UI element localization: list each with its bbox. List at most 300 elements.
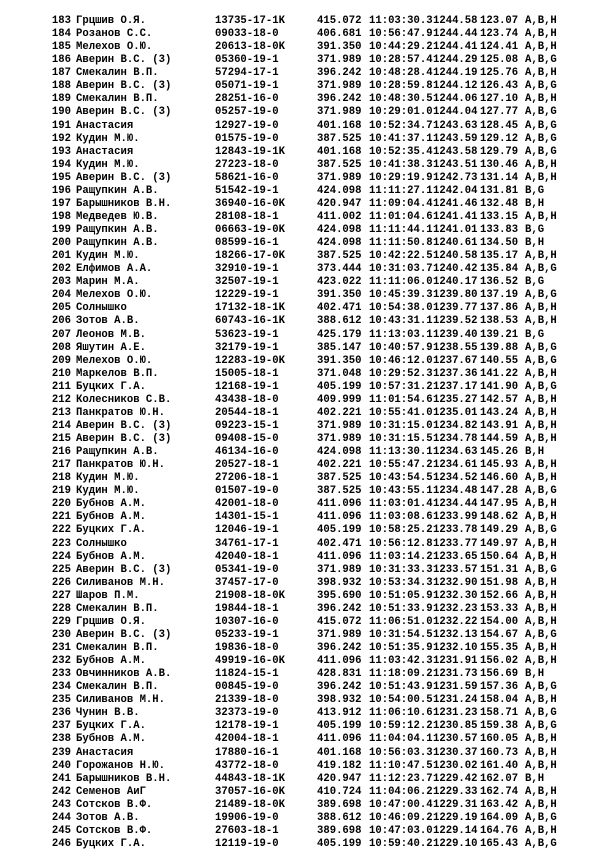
points: 123.74: [480, 28, 519, 41]
distance: 396.242: [317, 642, 362, 654]
arrival-time: 10:46:12.0: [369, 354, 433, 367]
arrival-time: 11:11:50.8: [369, 237, 433, 250]
speed: 1230.02: [433, 759, 478, 772]
classes: B,H: [525, 237, 545, 250]
fancier-name: Елфимов А.А.: [76, 263, 153, 276]
speed: 1229.10: [433, 837, 478, 850]
classes: A,B,H: [525, 824, 557, 837]
ring-number: 43772-18-0: [215, 759, 279, 772]
arrival-time: 11:12:23.7: [369, 772, 433, 785]
row-number: 196: [51, 184, 71, 197]
classes: A,B,G: [525, 811, 557, 824]
classes: A,B,G: [525, 563, 557, 576]
points: 147.28: [480, 485, 519, 498]
table-row: [49, 302, 589, 315]
speed: 1235.27: [433, 393, 478, 406]
fancier-name: Бубнов А.М.: [76, 511, 146, 524]
table-row: [49, 263, 589, 276]
fancier-name: Смекалин В.П.: [76, 642, 159, 654]
table-row: [49, 642, 589, 655]
speed: 1243.58: [433, 145, 478, 158]
ring-number: 12229-19-1: [215, 289, 279, 302]
ring-number: 27206-18-1: [215, 472, 279, 485]
fancier-name: Розанов С.С.: [76, 28, 153, 41]
ring-number: 21908-18-0K: [215, 589, 285, 602]
distance: 413.912: [317, 707, 362, 720]
table-row: [49, 289, 589, 302]
table-row: [49, 812, 589, 825]
fancier-name: Горожанов Н.Ю.: [76, 759, 166, 772]
ring-number: 32507-19-1: [215, 276, 279, 289]
arrival-time: 10:56:03.3: [369, 746, 433, 759]
classes: A,B,H: [525, 655, 557, 668]
points: 143.24: [480, 406, 519, 419]
ring-number: 34761-17-1: [215, 537, 279, 550]
fancier-name: Барышников В.Н.: [76, 197, 172, 210]
row-number: 209: [51, 354, 71, 367]
distance: 401.168: [317, 746, 362, 759]
points: 133.83: [480, 224, 519, 236]
row-number: 212: [51, 393, 71, 406]
row-number: 206: [51, 315, 71, 328]
row-number: 203: [51, 276, 71, 289]
classes: A,B,G: [525, 263, 557, 276]
classes: A,B,H: [525, 550, 557, 563]
speed: 1231.73: [433, 668, 478, 681]
row-number: 228: [51, 602, 71, 615]
speed: 1234.48: [433, 485, 478, 498]
classes: A,B,H: [525, 459, 557, 472]
distance: 385.147: [317, 341, 362, 354]
fancier-name: Аверин В.С. (3): [76, 628, 172, 641]
speed: 1233.78: [433, 524, 478, 537]
points: 131.81: [480, 184, 519, 197]
arrival-time: 10:47:03.0: [369, 824, 433, 837]
speed: 1241.41: [433, 210, 478, 223]
speed: 1229.31: [433, 798, 478, 811]
fancier-name: Ращупкин А.В.: [76, 446, 159, 459]
table-row: [49, 720, 589, 733]
ring-number: 58621-16-0: [215, 171, 279, 184]
speed: 1244.44: [433, 28, 478, 41]
points: 137.19: [480, 289, 519, 302]
row-number: 219: [51, 485, 71, 498]
ring-number: 42004-18-1: [215, 733, 279, 746]
arrival-time: 10:31:54.5: [369, 628, 433, 641]
ring-number: 37057-16-0K: [215, 785, 285, 798]
points: 158.04: [480, 694, 519, 707]
table-row: [49, 80, 589, 93]
speed: 1244.29: [433, 54, 478, 67]
row-number: 204: [51, 289, 71, 302]
fancier-name: Овчинников А.В.: [76, 668, 172, 681]
table-row: [49, 41, 589, 54]
points: 161.40: [480, 759, 519, 772]
ring-number: 00845-19-0: [215, 681, 279, 694]
fancier-name: Аверин В.С. (3): [76, 419, 172, 432]
speed: 1231.59: [433, 681, 478, 694]
row-number: 224: [51, 550, 71, 563]
arrival-time: 10:43:54.5: [369, 472, 433, 485]
ring-number: 12119-19-0: [215, 837, 279, 850]
fancier-name: Бубнов А.М.: [76, 733, 146, 746]
fancier-name: Грцшив О.Я.: [76, 615, 146, 628]
arrival-time: 10:58:25.2: [369, 524, 433, 537]
fancier-name: Мелехов О.Ю.: [76, 41, 153, 54]
speed: 1244.12: [433, 80, 478, 93]
table-row: [49, 551, 589, 564]
speed: 1235.01: [433, 406, 478, 419]
ring-number: 12843-19-1K: [215, 145, 285, 158]
ring-number: 57294-17-1: [215, 67, 279, 80]
table-row: [49, 276, 589, 289]
distance: 406.681: [317, 28, 362, 41]
classes: A,B,H: [525, 694, 557, 707]
row-number: 223: [51, 537, 71, 550]
arrival-time: 11:03:14.2: [369, 550, 433, 563]
arrival-time: 10:31:33.3: [369, 563, 433, 576]
ring-number: 28251-16-0: [215, 93, 279, 106]
row-number: 193: [51, 145, 71, 158]
classes: B,G: [525, 328, 545, 341]
fancier-name: Яшутин А.Е.: [76, 341, 146, 354]
classes: A,B,H: [525, 785, 557, 798]
distance: 389.698: [317, 824, 362, 837]
classes: A,B,G: [525, 628, 557, 641]
points: 164.09: [480, 811, 519, 824]
arrival-time: 11:01:04.6: [369, 210, 433, 223]
row-number: 189: [51, 93, 71, 106]
speed: 1244.41: [433, 41, 478, 54]
distance: 396.242: [317, 67, 362, 80]
table-row: [49, 524, 589, 537]
arrival-time: 10:43:55.1: [369, 485, 433, 498]
table-row: [49, 342, 589, 355]
row-number: 241: [51, 772, 71, 785]
row-number: 197: [51, 197, 71, 210]
row-number: 231: [51, 642, 71, 654]
classes: A,B,G: [525, 341, 557, 354]
points: 141.90: [480, 380, 519, 393]
table-row: [49, 707, 589, 720]
arrival-time: 10:55:41.0: [369, 406, 433, 419]
fancier-name: Шаров П.М.: [76, 589, 140, 602]
arrival-time: 11:11:27.1: [369, 184, 433, 197]
table-row: [49, 172, 589, 185]
fancier-name: Бубнов А.М.: [76, 550, 146, 563]
fancier-name: Аверин В.С. (3): [76, 54, 172, 67]
speed: 1243.59: [433, 132, 478, 145]
distance: 371.989: [317, 80, 362, 93]
distance: 423.022: [317, 276, 362, 289]
row-number: 217: [51, 459, 71, 472]
arrival-time: 10:41:38.3: [369, 158, 433, 171]
arrival-time: 11:09:04.4: [369, 197, 433, 210]
distance: 387.525: [317, 132, 362, 145]
distance: 405.199: [317, 720, 362, 733]
table-row: [49, 211, 589, 224]
classes: B,H: [525, 772, 545, 785]
ring-number: 32179-19-1: [215, 341, 279, 354]
distance: 424.098: [317, 446, 362, 459]
speed: 1240.17: [433, 276, 478, 289]
classes: A,B,H: [525, 419, 557, 432]
speed: 1232.22: [433, 615, 478, 628]
speed: 1237.17: [433, 380, 478, 393]
row-number: 243: [51, 798, 71, 811]
points: 153.33: [480, 602, 519, 615]
speed: 1232.13: [433, 628, 478, 641]
arrival-time: 10:46:09.2: [369, 811, 433, 824]
distance: 402.471: [317, 302, 362, 315]
table-row: [49, 760, 589, 773]
classes: A,B,H: [525, 576, 557, 589]
fancier-name: Аверин В.С. (3): [76, 171, 172, 184]
fancier-name: Бубнов А.М.: [76, 655, 146, 668]
classes: A,B,H: [525, 472, 557, 485]
table-row: [49, 237, 589, 250]
distance: 371.989: [317, 433, 362, 445]
classes: A,B,G: [525, 485, 557, 498]
ring-number: 01575-19-0: [215, 132, 279, 145]
points: 135.84: [480, 263, 519, 276]
points: 124.41: [480, 41, 519, 54]
arrival-time: 11:03:30.3: [369, 15, 433, 27]
row-number: 213: [51, 406, 71, 419]
fancier-name: Аверин В.С. (3): [76, 80, 172, 93]
fancier-name: Мелехов О.Ю.: [76, 354, 153, 367]
classes: A,B,H: [525, 615, 557, 628]
speed: 1232.90: [433, 576, 478, 589]
row-number: 205: [51, 302, 71, 315]
table-row: [49, 733, 589, 746]
fancier-name: Аверин В.С. (3): [76, 433, 172, 445]
arrival-time: 10:29:01.0: [369, 106, 433, 119]
distance: 425.179: [317, 328, 362, 341]
ring-number: 12168-19-1: [215, 380, 279, 393]
ring-number: 14301-15-1: [215, 511, 279, 524]
ring-number: 17880-16-1: [215, 746, 279, 759]
speed: 1239.40: [433, 328, 478, 341]
arrival-time: 10:29:52.3: [369, 367, 433, 380]
distance: 387.525: [317, 158, 362, 171]
speed: 1233.99: [433, 511, 478, 524]
speed: 1230.57: [433, 733, 478, 746]
row-number: 218: [51, 472, 71, 485]
points: 159.38: [480, 720, 519, 733]
distance: 424.098: [317, 224, 362, 236]
ring-number: 17132-18-1K: [215, 302, 285, 315]
ring-number: 49919-16-0K: [215, 655, 285, 668]
table-row: [49, 93, 589, 106]
arrival-time: 10:51:43.9: [369, 681, 433, 694]
arrival-time: 11:04:06.2: [369, 785, 433, 798]
ring-number: 44843-18-1K: [215, 772, 285, 785]
classes: A,B,H: [525, 746, 557, 759]
distance: 402.221: [317, 459, 362, 472]
ring-number: 60743-16-1K: [215, 315, 285, 328]
row-number: 188: [51, 80, 71, 93]
results-table: [49, 15, 589, 851]
table-row: [49, 472, 589, 485]
points: 145.26: [480, 446, 519, 459]
table-row: [49, 564, 589, 577]
fancier-name: Леонов М.В.: [76, 328, 146, 341]
points: 146.60: [480, 472, 519, 485]
arrival-time: 11:03:08.6: [369, 511, 433, 524]
distance: 411.096: [317, 511, 362, 524]
row-number: 235: [51, 694, 71, 707]
points: 145.93: [480, 459, 519, 472]
table-row: [49, 799, 589, 812]
distance: 415.072: [317, 615, 362, 628]
table-row: [49, 407, 589, 420]
row-number: 200: [51, 237, 71, 250]
table-row: [49, 446, 589, 459]
points: 138.53: [480, 315, 519, 328]
table-row: [49, 146, 589, 159]
fancier-name: Кудин М.Ю.: [76, 472, 140, 485]
classes: A,B,G: [525, 132, 557, 145]
classes: A,B,H: [525, 511, 557, 524]
speed: 1234.82: [433, 419, 478, 432]
ring-number: 36940-16-0K: [215, 197, 285, 210]
speed: 1233.77: [433, 537, 478, 550]
classes: A,B,G: [525, 54, 557, 67]
speed: 1237.67: [433, 354, 478, 367]
fancier-name: Бубнов А.М.: [76, 498, 146, 511]
points: 135.17: [480, 250, 519, 263]
points: 129.12: [480, 132, 519, 145]
points: 127.77: [480, 106, 519, 119]
classes: A,B,H: [525, 15, 557, 27]
ring-number: 21489-18-0K: [215, 798, 285, 811]
ring-number: 01507-19-0: [215, 485, 279, 498]
distance: 387.525: [317, 485, 362, 498]
points: 156.02: [480, 655, 519, 668]
distance: 411.096: [317, 498, 362, 511]
speed: 1242.04: [433, 184, 478, 197]
points: 160.73: [480, 746, 519, 759]
speed: 1231.91: [433, 655, 478, 668]
table-row: [49, 538, 589, 551]
distance: 395.690: [317, 589, 362, 602]
fancier-name: Марин М.А.: [76, 276, 140, 289]
table-row: [49, 159, 589, 172]
table-row: [49, 315, 589, 328]
ring-number: 27603-18-1: [215, 824, 279, 837]
arrival-time: 10:47:00.4: [369, 798, 433, 811]
table-row: [49, 498, 589, 511]
row-number: 198: [51, 210, 71, 223]
classes: A,B,H: [525, 642, 557, 654]
row-number: 195: [51, 171, 71, 184]
table-row: [49, 106, 589, 119]
arrival-time: 11:13:03.1: [369, 328, 433, 341]
fancier-name: Маркелов В.П.: [76, 367, 159, 380]
ring-number: 05233-19-1: [215, 628, 279, 641]
fancier-name: Солнышко: [76, 302, 127, 315]
points: 139.88: [480, 341, 519, 354]
arrival-time: 11:11:44.1: [369, 224, 433, 236]
points: 134.50: [480, 237, 519, 250]
distance: 409.999: [317, 393, 362, 406]
distance: 410.724: [317, 785, 362, 798]
row-number: 215: [51, 433, 71, 445]
speed: 1243.63: [433, 119, 478, 132]
speed: 1241.46: [433, 197, 478, 210]
row-number: 238: [51, 733, 71, 746]
row-number: 225: [51, 563, 71, 576]
speed: 1231.23: [433, 707, 478, 720]
fancier-name: Зотов А.В.: [76, 811, 140, 824]
table-row: [49, 485, 589, 498]
classes: A,B,G: [525, 380, 557, 393]
distance: 391.350: [317, 354, 362, 367]
speed: 1234.44: [433, 498, 478, 511]
ring-number: 19844-18-1: [215, 602, 279, 615]
classes: A,B,G: [525, 681, 557, 694]
distance: 388.612: [317, 315, 362, 328]
points: 147.95: [480, 498, 519, 511]
speed: 1243.51: [433, 158, 478, 171]
speed: 1244.06: [433, 93, 478, 106]
table-row: [49, 54, 589, 67]
ring-number: 09223-15-1: [215, 419, 279, 432]
speed: 1238.55: [433, 341, 478, 354]
distance: 371.048: [317, 367, 362, 380]
points: 165.43: [480, 837, 519, 850]
speed: 1240.61: [433, 237, 478, 250]
speed: 1239.80: [433, 289, 478, 302]
table-row: [49, 381, 589, 394]
ring-number: 12178-19-1: [215, 720, 279, 733]
points: 129.79: [480, 145, 519, 158]
ring-number: 46134-16-0: [215, 446, 279, 459]
row-number: 233: [51, 668, 71, 681]
distance: 387.525: [317, 250, 362, 263]
classes: A,B,H: [525, 759, 557, 772]
distance: 396.242: [317, 681, 362, 694]
distance: 401.168: [317, 119, 362, 132]
arrival-time: 10:52:34.7: [369, 119, 433, 132]
table-row: [49, 120, 589, 133]
row-number: 187: [51, 67, 71, 80]
table-row: [49, 511, 589, 524]
arrival-time: 11:10:47.5: [369, 759, 433, 772]
classes: A,B,H: [525, 798, 557, 811]
table-row: [49, 590, 589, 603]
arrival-time: 10:31:03.7: [369, 263, 433, 276]
points: 126.43: [480, 80, 519, 93]
table-row: [49, 394, 589, 407]
table-row: [49, 224, 589, 237]
fancier-name: Силиванов М.Н.: [76, 694, 166, 707]
fancier-name: Солнышко: [76, 537, 127, 550]
classes: A,B,H: [525, 302, 557, 315]
arrival-time: 10:28:57.4: [369, 54, 433, 67]
points: 131.14: [480, 171, 519, 184]
fancier-name: Анастасия: [76, 746, 134, 759]
arrival-time: 10:54:00.5: [369, 694, 433, 707]
table-row: [49, 747, 589, 760]
ring-number: 05257-19-0: [215, 106, 279, 119]
arrival-time: 10:48:30.5: [369, 93, 433, 106]
row-number: 199: [51, 224, 71, 236]
arrival-time: 10:42:22.5: [369, 250, 433, 263]
points: 164.76: [480, 824, 519, 837]
arrival-time: 11:03:01.4: [369, 498, 433, 511]
